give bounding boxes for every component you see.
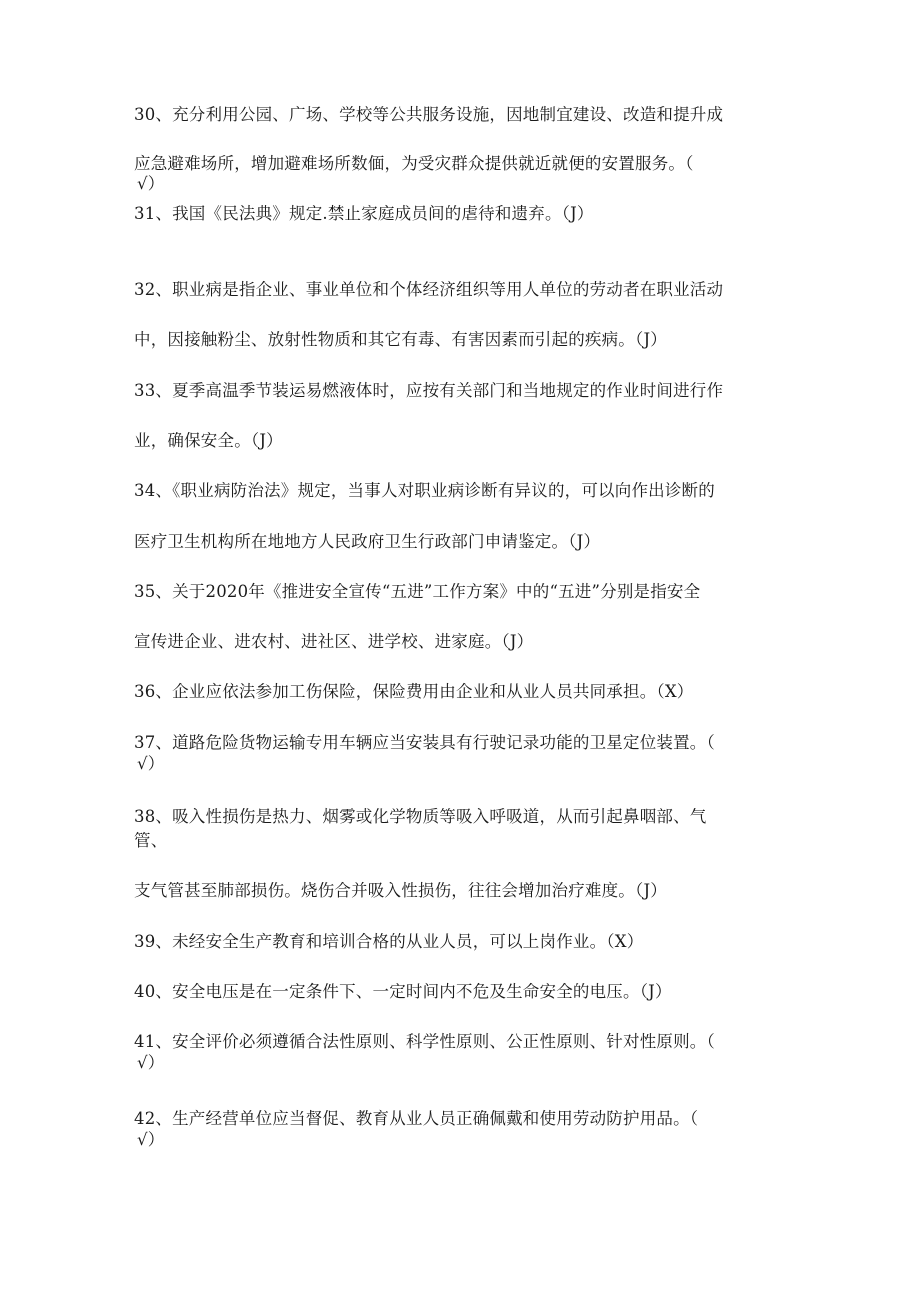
q33-line-1: 33、夏季高温季节装运易燃液体时，应按有关部门和当地规定的作业时间进行作 [134,381,724,400]
q32-line-2: 中，因接触粉尘、放射性物质和其它有毒、有害因素而引起的疾病。（J） [134,330,667,349]
q30-line-3: √） [137,174,165,193]
q41-line-2: √） [137,1053,165,1072]
q34-line-1: 34、《职业病防治法》规定，当事人对职业病诊断有异议的，可以向作出诊断的 [134,481,715,500]
q30-line-2: 应急避难场所，增加避难场所数偭，为受灾群众提供就近就便的安置服务。（ [134,154,694,173]
q42-line-2: √） [137,1130,165,1149]
q38-line-1: 38、吸入性损伤是热力、烟雾或化学物质等吸入呼吸道，从而引起鼻咽部、气 [134,807,707,826]
q33-line-2: 业，确保安全。（J） [134,431,283,450]
q30-line-1: 30、充分利用公园、广场、学校等公共服务设施，因地制宜建设、改造和提升成 [134,105,724,124]
q41-line-1: 41、安全评价必须遵循合法性原则、科学性原则、公正性原则、针对性原则。（ [134,1032,715,1051]
q31-line-1: 31、我国《民法典》规定.禁止家庭成员间的虐待和遗弃。（J） [134,204,594,223]
q35-line-1: 35、关于2020年《推进安全宣传“五进”工作方案》中的“五进”分别是指安全 [134,582,701,601]
q38-line-2: 管、 [134,831,168,850]
q40-line-1: 40、安全电压是在一定条件下、一定时间内不危及生命安全的电压。（J） [134,982,672,1001]
q42-line-1: 42、生产经营单位应当督促、教育从业人员正确佩戴和使用劳动防护用品。（ [134,1109,699,1128]
q37-line-1: 37、道路危险货物运输专用车辆应当安装具有行驶记录功能的卫星定位装置。（ [134,733,715,752]
q32-line-1: 32、职业病是指企业、事业单位和个体经济组织等用人单位的劳动者在职业活动 [134,280,724,299]
q39-line-1: 39、未经安全生产教育和培训合格的从业人员，可以上岗作业。（X） [134,932,644,951]
q34-line-2: 医疗卫生机构所在地地方人民政府卫生行政部门申请鉴定。（J） [134,532,601,551]
q38-line-3: 支气管甚至肺部损伤。烧伤合并吸入性损伤，往往会增加治疗难度。（J） [134,881,667,900]
q37-line-2: √） [137,754,165,773]
q35-line-2: 宣传进企业、进农村、进社区、进学校、进家庭。（J） [134,632,534,651]
q36-line-1: 36、企业应依法参加工伤保险，保险费用由企业和从业人员共同承担。（X） [134,682,694,701]
